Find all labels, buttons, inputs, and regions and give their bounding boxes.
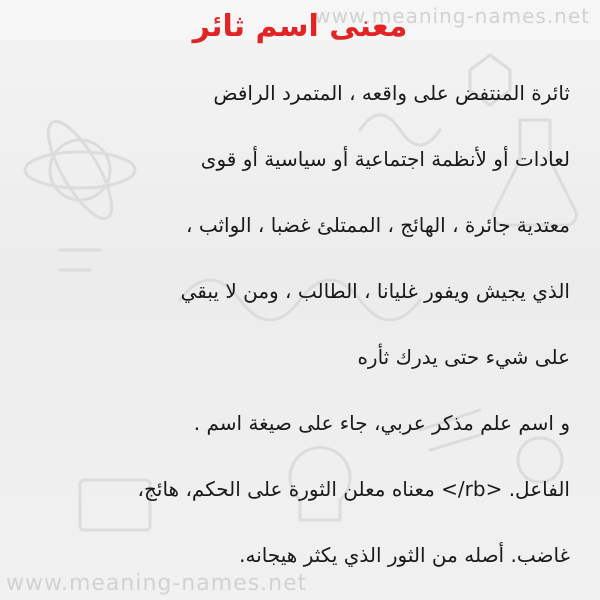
meaning-line-1: ثائرة المنتفض على واقعه ، المتمرد الرافض xyxy=(213,81,570,105)
meaning-line-6: و اسم علم مذكر عربي، جاء على صيغة اسم . xyxy=(193,411,570,435)
watermark-bottom: www.meaning-names.net xyxy=(6,571,308,596)
meaning-line-8: غاضب. أصله من الثور الذي يكثر هيجانه. xyxy=(239,543,570,567)
meaning-line-3: معتدية جائرة ، الهائج ، الممتلئ غضبا ، الواثب ، xyxy=(186,213,570,237)
meaning-line-4: الذي يجيش ويفور غليانا ، الطالب ، ومن لا يبقي xyxy=(180,279,570,303)
meaning-line-7: الفاعل. <rb/> معناه معلن الثورة على الحكم، هائج، xyxy=(137,477,570,501)
meaning-line-2: لعادات أو لأنظمة اجتماعية أو سياسية أو قوى xyxy=(200,147,570,171)
watermark-top: www.meaning-names.net xyxy=(314,4,590,28)
title-bar xyxy=(0,0,600,44)
meaning-line-5: على شيء حتى يدرك ثأره xyxy=(357,345,570,369)
meaning-text xyxy=(30,60,570,588)
page-title: معنى اسم ثائر xyxy=(192,9,408,44)
